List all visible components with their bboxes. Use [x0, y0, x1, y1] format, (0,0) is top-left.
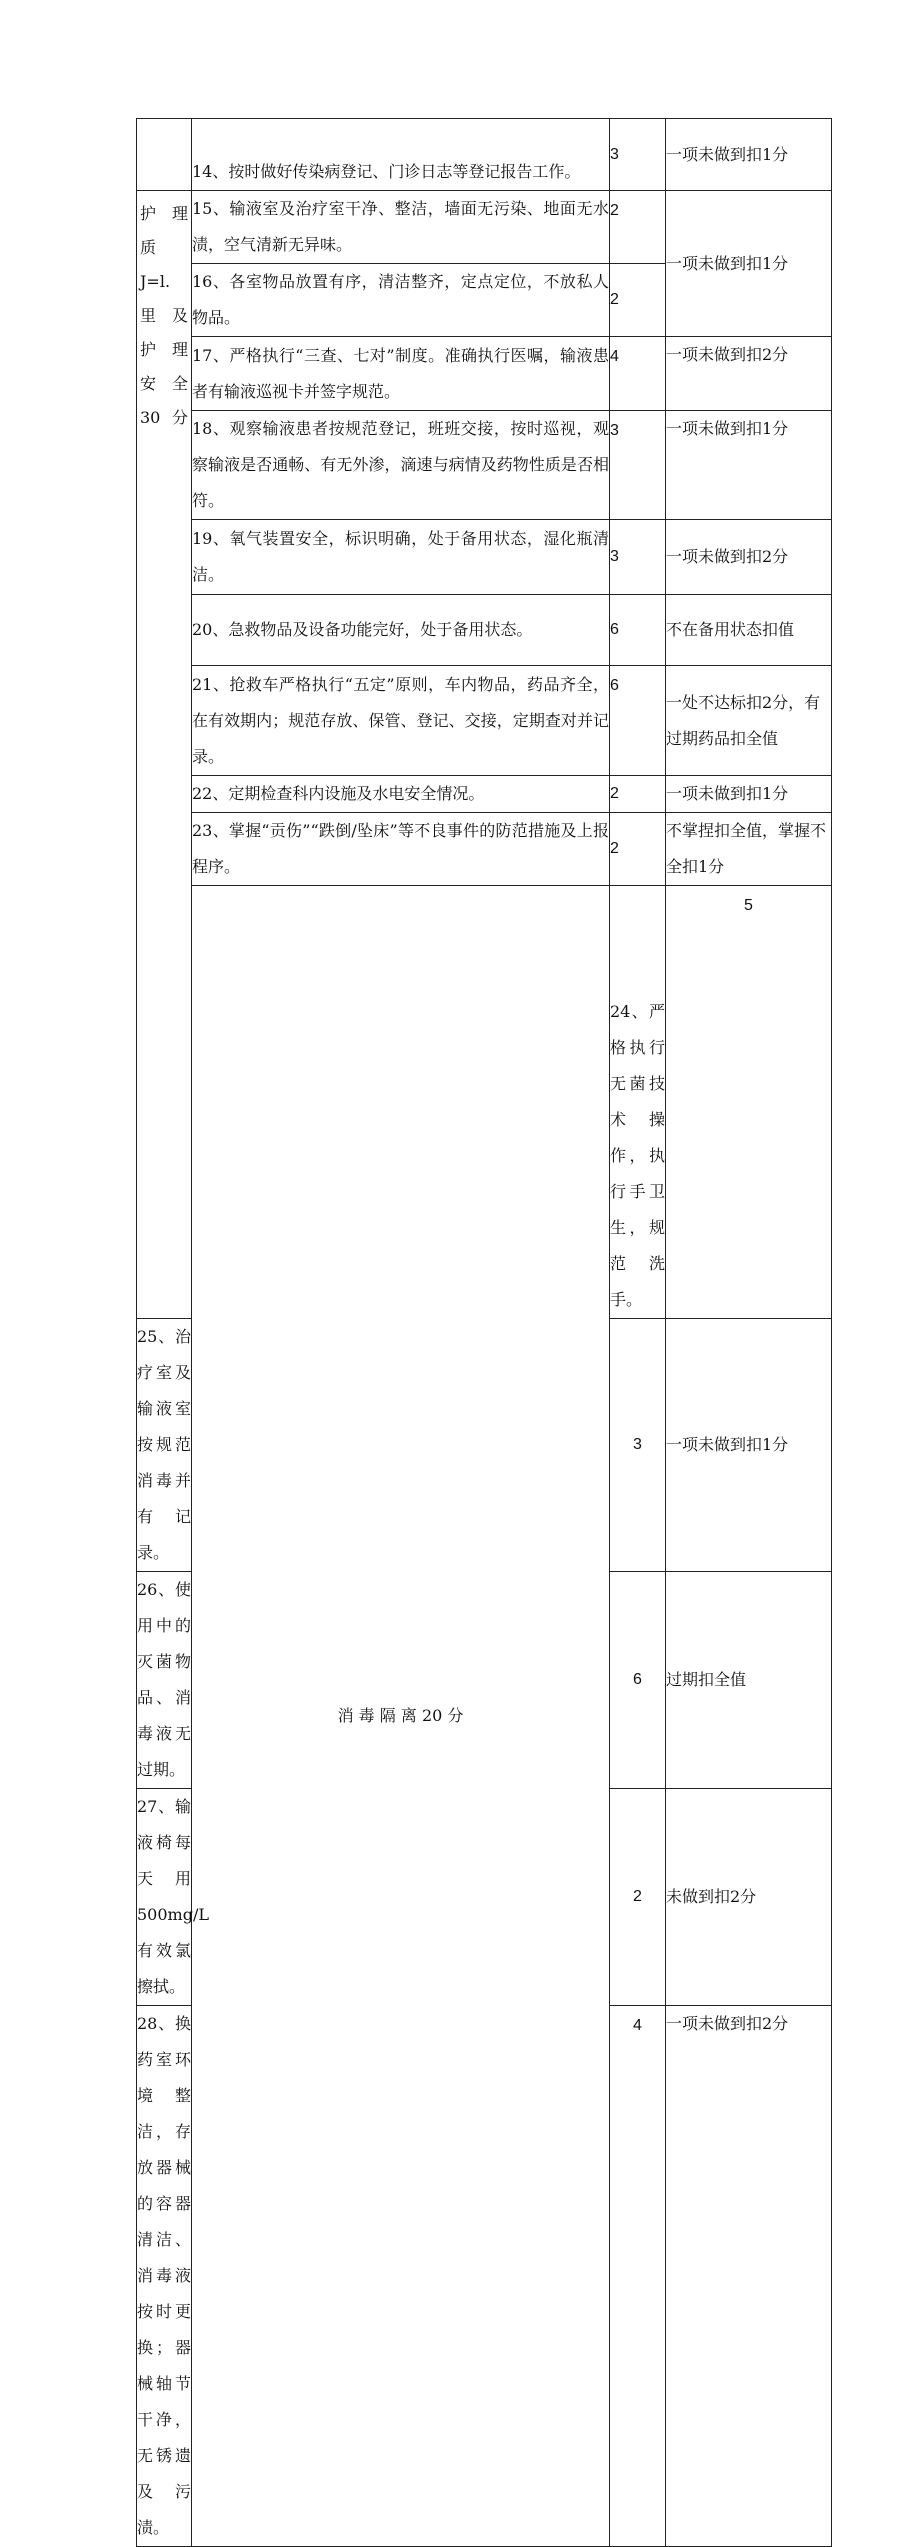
table-row — [137, 886, 832, 1319]
score-value: 2 — [610, 813, 666, 886]
table-row — [137, 119, 832, 191]
score-value: 4 — [610, 2006, 666, 2547]
deduction-rule: 一项未做到扣1分 — [666, 1319, 832, 1572]
item-text: 25、治疗室及输液室按规范消毒并有记录。 — [137, 1319, 192, 1572]
item-text: 14、按时做好传染病登记、门诊日志等登记报告工作。 — [192, 119, 610, 191]
score-value: 6 — [610, 1572, 666, 1789]
score-value: 2 — [610, 1789, 666, 2006]
score-value: 2 — [610, 776, 666, 813]
category-nursing-quality — [137, 191, 192, 1319]
deduction-rule: 一项未做到扣1分 — [666, 119, 832, 191]
deduction-rule: 一项未做到扣2分 — [666, 2006, 832, 2547]
deduction-rule: 过期扣全值 — [666, 1572, 832, 1789]
score-value: 5 — [666, 886, 832, 1319]
score-value: 3 — [610, 520, 666, 595]
deduction-rule: 未做到扣2分 — [666, 1789, 832, 2006]
deduction-rule: 一项未做到扣1分 — [666, 776, 832, 813]
table-row — [137, 520, 832, 595]
score-value: 3 — [610, 1319, 666, 1572]
item-text: 17、严格执行“三查、七对”制度。准确执行医嘱，输液患者有输液巡视卡并签字规范。 — [192, 337, 610, 411]
item-text: 26、使用中的灭菌物品、消毒液无过期。 — [137, 1572, 192, 1789]
score-value: 2 — [610, 264, 666, 337]
category-label: 护 理 质 J=l. 里 及 护 理 安 全 30分 — [140, 204, 188, 427]
item-text: 19、氧气装置安全，标识明确，处于备用状态，湿化瓶清洁。 — [192, 520, 610, 595]
category-disinfection — [192, 886, 610, 2547]
item-text: 16、各室物品放置有序，清洁整齐，定点定位，不放私人物品。 — [192, 264, 610, 337]
table-row — [137, 666, 832, 776]
score-value: 6 — [610, 666, 666, 776]
item-text: 22、定期检查科内设施及水电安全情况。 — [192, 776, 610, 813]
deduction-rule: 不掌捏扣全值，掌握不全扣1分 — [666, 813, 832, 886]
table-row — [137, 191, 832, 264]
score-value: 6 — [610, 595, 666, 666]
item-text: 20、急救物品及设备功能完好，处于备用状态。 — [192, 595, 610, 666]
table-row — [137, 411, 832, 520]
deduction-rule: 一项未做到扣2分 — [666, 520, 832, 595]
score-value: 3 — [610, 119, 666, 191]
scoring-table — [136, 118, 832, 2547]
score-value: 4 — [610, 337, 666, 411]
table-row — [137, 337, 832, 411]
item-text: 15、输液室及治疗室干净、整洁，墙面无污染、地面无水渍，空气清新无异味。 — [192, 191, 610, 264]
deduction-rule: 不在备用状态扣值 — [666, 595, 832, 666]
score-value: 2 — [610, 191, 666, 264]
item-text: 28、换药室环境整洁，存放器械的容器清洁、消毒液按时更换；器械轴节干净，无锈遗及污渍。 — [137, 2006, 192, 2547]
deduction-rule: 一项未做到扣1分 — [666, 411, 832, 520]
category-label: 消 毒 隔 离 20 分 — [337, 1706, 464, 1725]
deduction-rule: 一项未做到扣1分 — [666, 191, 832, 337]
table-row — [137, 595, 832, 666]
item-text: 21、抢救车严格执行“五定”原则，车内物品，药品齐全，在有效期内；规范存放、保管、登记、交接，定期查对并记录。 — [192, 666, 610, 776]
item-text: 18、观察输液患者按规范登记，班班交接，按时巡视，观察输液是否通畅、有无外渗，滴速与病情及药物性质是否相符。 — [192, 411, 610, 520]
table-row — [137, 813, 832, 886]
deduction-rule: 一项未做到扣2分 — [666, 337, 832, 411]
deduction-rule: 一处不达标扣2分，有过期药品扣全值 — [666, 666, 832, 776]
score-value: 3 — [610, 411, 666, 520]
item-text: 27、输液椅每天用500mg/L有效氯擦拭。 — [137, 1789, 192, 2006]
item-text: 24、严格执行无菌技术操作，执行手卫生，规范洗手。 — [610, 886, 666, 1319]
item-text: 23、掌握“贡伤”“跌倒/坠床”等不良事件的防范措施及上报程序。 — [192, 813, 610, 886]
category-cell-empty — [137, 119, 192, 191]
table-row — [137, 776, 832, 813]
